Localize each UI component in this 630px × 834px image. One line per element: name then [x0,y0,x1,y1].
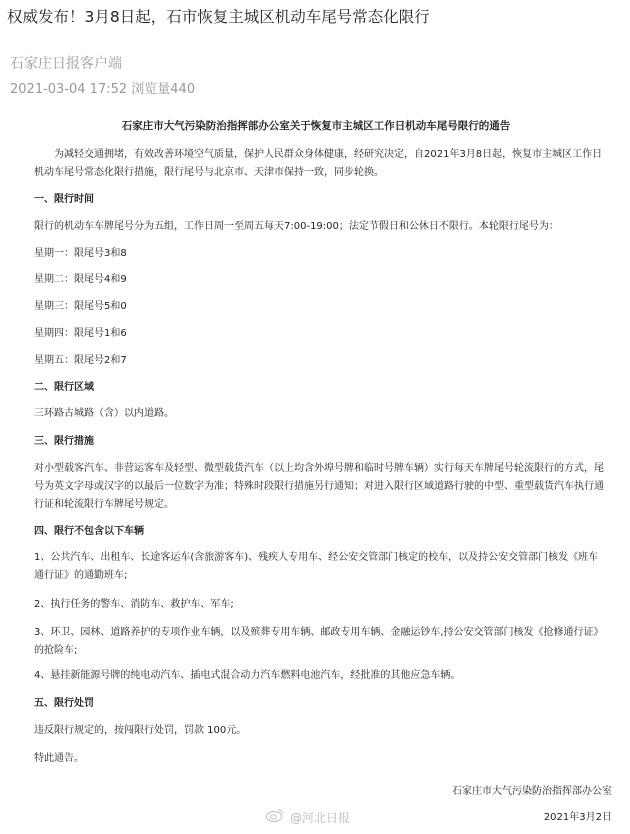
day-wednesday: 星期三：限尾号5和0 [34,301,127,312]
section-4-item-1: 1、公共汽车、出租车、长途客运车(含旅游客车)、残疾人专用车、经公安交管部门核定的校车，以及持公安交管部门核发《班车通行证》的通勤班车; [34,552,599,581]
section-2-text: 三环路古城路（含）以内道路。 [34,408,174,419]
day-monday: 星期一：限尾号3和8 [34,248,127,259]
section-3-text: 对小型载客汽车、非营运客车及轻型、微型载货汽车（以上均含外埠号牌和临时号牌车辆）实行每天车牌尾号轮流限行的方式，尾号为英文字母或汉字的以最后一位数字为准；特殊时段限行措施另行通知；对进入限行区域道路行驶的中型、重型载货汽车执行通行证和轮流限行车牌尾号规定。 [34,463,604,510]
section-2-heading: 二、限行区域 [34,382,94,393]
day-thursday: 星期四：限尾号1和6 [34,328,127,339]
section-4-item-2: 2、执行任务的警车、消防车、救护车、军车; [34,599,234,610]
notice-title: 石家庄市大气污染防治指挥部办公室关于恢复市主城区工作日机动车尾号限行的通告 [121,120,511,132]
article-meta: 2021-03-04 17:52 浏览量440 [10,82,196,97]
weibo-logo-icon [265,808,285,822]
section-3-heading: 三、限行措施 [34,436,94,447]
source-name[interactable]: 石家庄日报客户端 [10,56,122,72]
signature: 石家庄市大气污染防治指挥部办公室 [452,786,612,797]
section-4-heading: 四、限行不包含以下车辆 [34,526,144,537]
day-friday: 星期五：限尾号2和7 [34,355,127,366]
watermark: @河北日报 [290,811,351,825]
section-5-heading: 五、限行处罚 [34,698,94,709]
section-4-item-4: 4、悬挂新能源号牌的纯电动汽车、插电式混合动力汽车燃料电池汽车，经批准的其他应急车辆。 [34,670,461,681]
closing-text: 特此通告。 [34,753,84,764]
section-4-item-3: 3、环卫、园林、道路养护的专项作业车辆，以及殡葬专用车辆、邮政专用车辆、金融运钞车,持公安交管部门核发《抢修通行证》的抢险车; [34,627,604,656]
day-tuesday: 星期二：限尾号4和9 [34,274,127,285]
section-1-heading: 一、限行时间 [34,194,94,205]
notice-intro: 为减轻交通拥堵，有效改善环境空气质量，保护人民群众身体健康，经研究决定，自2021年3月8日起，恢复市主城区工作日机动车尾号常态化限行措施，限行尾号与北京市、天津市保持一致，同步轮换。 [34,149,603,178]
section-1-text: 限行的机动车车牌尾号分为五组，工作日周一至周五每天7:00-19:00；法定节假日和公休日不限行。本轮限行尾号为： [34,221,559,232]
signature-date: 2021年3月2日 [543,812,612,823]
headline: 权威发布！3月8日起，石市恢复主城区机动车尾号常态化限行 [7,8,430,26]
section-5-text: 违反限行规定的，按闯限行处罚，罚款 100元。 [34,725,247,736]
